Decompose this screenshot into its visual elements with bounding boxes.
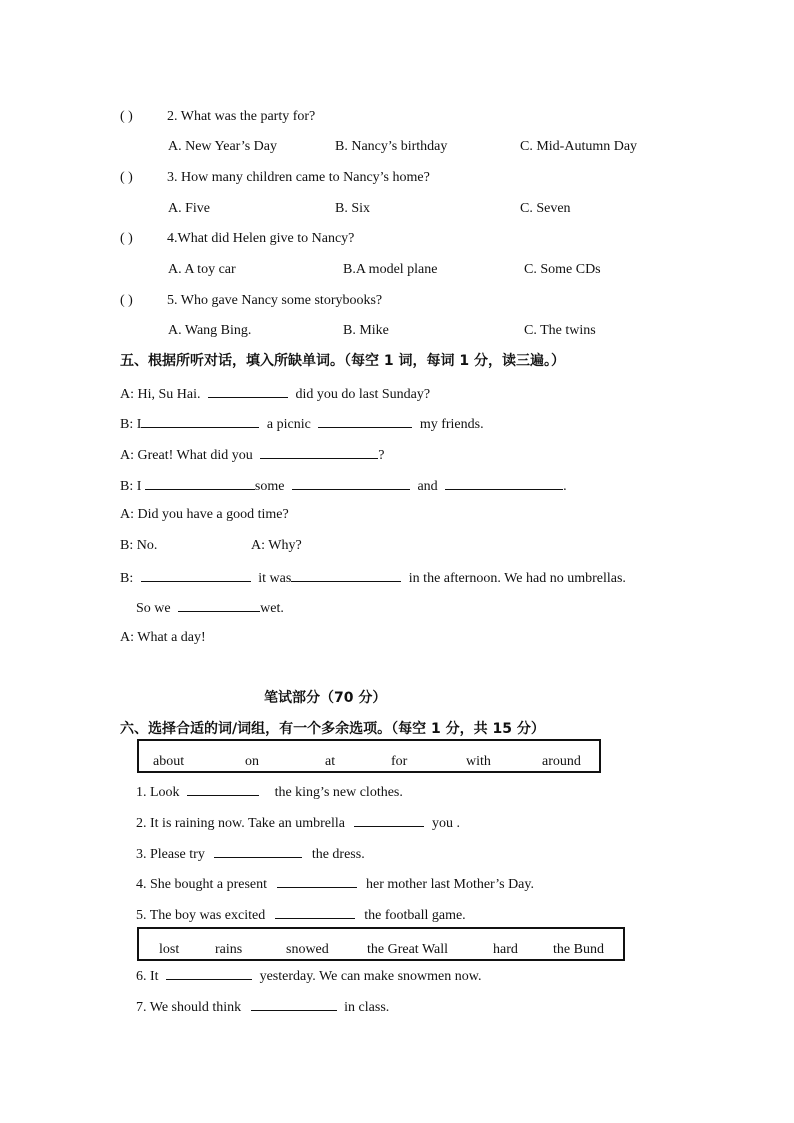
- answer-blank[interactable]: [145, 476, 255, 490]
- exercise-2: [136, 813, 460, 833]
- question-3-option-c: C. Seven: [520, 201, 571, 216]
- question-2-option-a: A. New Year’s Day: [168, 139, 278, 154]
- exercise-5: [136, 905, 466, 925]
- dialogue-text: So we: [136, 601, 171, 616]
- dialogue-line-2: [120, 414, 484, 434]
- answer-blank[interactable]: [354, 813, 424, 827]
- question-2-paren: ( ): [120, 109, 133, 124]
- dialogue-line-1: [120, 384, 430, 404]
- word-bank-option: about: [153, 754, 185, 769]
- question-4-option-a: A. A toy car: [168, 262, 236, 277]
- exercise-text: you .: [431, 816, 460, 831]
- word-bank-2: [137, 927, 625, 961]
- word-bank-option: at: [325, 754, 336, 769]
- answer-blank[interactable]: [166, 966, 252, 980]
- answer-blank[interactable]: [187, 782, 259, 796]
- dialogue-text: B:: [120, 571, 134, 586]
- question-5-option-c: C. The twins: [524, 323, 596, 338]
- question-3-paren: ( ): [120, 170, 133, 185]
- dialogue-line-3: [120, 445, 384, 465]
- dialogue-text: some: [254, 479, 285, 494]
- answer-blank[interactable]: [445, 476, 563, 490]
- question-3-text: 3. How many children came to Nancy’s home?: [167, 170, 430, 185]
- exercise-text: 6. It: [136, 969, 159, 984]
- question-5-option-b: B. Mike: [343, 323, 389, 338]
- exercise-text: yesterday. We can make snowmen now.: [259, 969, 482, 984]
- exercise-text: 5. The boy was excited: [136, 908, 266, 923]
- answer-blank[interactable]: [208, 384, 288, 398]
- answer-blank[interactable]: [251, 997, 337, 1011]
- dialogue-line-6b: A: Why?: [251, 538, 302, 553]
- exercise-text: in class.: [344, 1000, 390, 1015]
- word-bank-option: around: [542, 754, 581, 769]
- exercise-1: [136, 782, 403, 802]
- word-bank-option: the Great Wall: [367, 942, 449, 957]
- question-3-option-b: B. Six: [335, 201, 371, 216]
- answer-blank[interactable]: [292, 476, 410, 490]
- exercise-text: the king’s new clothes.: [274, 785, 403, 800]
- dialogue-line-9: A: What a day!: [120, 630, 206, 645]
- question-4-option-c: C. Some CDs: [524, 262, 601, 277]
- exercise-4: [136, 874, 534, 894]
- answer-blank[interactable]: [275, 905, 355, 919]
- dialogue-text: ?: [378, 448, 385, 463]
- question-5-paren: ( ): [120, 293, 133, 308]
- dialogue-text: it was: [258, 571, 292, 586]
- dialogue-text: .: [563, 479, 567, 494]
- exercise-text: the football game.: [364, 908, 466, 923]
- section-5-title: 五、根据所听对话，填入所缺单词。（每空 1 词，每词 1 分，读三遍。）: [120, 353, 565, 369]
- answer-blank[interactable]: [141, 568, 251, 582]
- dialogue-line-5: A: Did you have a good time?: [120, 507, 289, 522]
- exercise-text: 7. We should think: [136, 1000, 242, 1015]
- answer-blank[interactable]: [260, 445, 378, 459]
- exercise-3: [136, 844, 365, 864]
- written-part-title: 笔试部分（70 分）: [264, 690, 387, 706]
- question-4-option-b: B.A model plane: [343, 262, 438, 277]
- section-6-title: 六、选择合适的词/词组，有一个多余选项。（每空 1 分，共 15 分）: [120, 721, 545, 737]
- question-5-text: 5. Who gave Nancy some storybooks?: [167, 293, 383, 308]
- dialogue-text: my friends.: [419, 417, 484, 432]
- exercise-text: 1. Look: [136, 785, 180, 800]
- word-bank-option: the Bund: [553, 942, 604, 957]
- question-2-option-b: B. Nancy’s birthday: [335, 139, 448, 154]
- answer-blank[interactable]: [318, 414, 412, 428]
- answer-blank[interactable]: [214, 844, 302, 858]
- dialogue-text: a picnic: [266, 417, 311, 432]
- answer-blank[interactable]: [291, 568, 401, 582]
- question-2-text: 2. What was the party for?: [167, 109, 316, 124]
- word-bank-option: rains: [215, 942, 243, 957]
- answer-blank[interactable]: [141, 414, 259, 428]
- word-bank-option: snowed: [286, 942, 329, 957]
- dialogue-text: did you do last Sunday?: [295, 387, 431, 402]
- dialogue-line-7: [120, 568, 626, 588]
- dialogue-text: and: [417, 479, 438, 494]
- word-bank-option: hard: [493, 942, 518, 957]
- answer-blank[interactable]: [178, 598, 260, 612]
- dialogue-text: A: Great! What did you: [120, 448, 253, 463]
- answer-blank[interactable]: [277, 874, 357, 888]
- word-bank-option: with: [466, 754, 491, 769]
- question-4-paren: ( ): [120, 231, 133, 246]
- exercise-text: the dress.: [311, 847, 365, 862]
- word-bank-option: for: [391, 754, 408, 769]
- dialogue-text: in the afternoon. We had no umbrellas.: [408, 571, 626, 586]
- word-bank-option: on: [245, 754, 259, 769]
- dialogue-text: wet.: [260, 601, 284, 616]
- exercise-text: 3. Please try: [136, 847, 205, 862]
- word-bank-1: [137, 739, 601, 773]
- exercise-text: 2. It is raining now. Take an umbrella: [136, 816, 345, 831]
- dialogue-line-8: [136, 598, 284, 618]
- question-4-text: 4.What did Helen give to Nancy?: [167, 231, 355, 246]
- dialogue-text: B: I: [120, 479, 142, 494]
- exercise-text: her mother last Mother’s Day.: [366, 877, 534, 892]
- question-5-option-a: A. Wang Bing.: [168, 323, 252, 338]
- question-3-option-a: A. Five: [168, 201, 210, 216]
- dialogue-text: B: I: [120, 417, 142, 432]
- exercise-7: [136, 997, 389, 1017]
- dialogue-line-4: [120, 476, 567, 496]
- dialogue-line-6a: B: No.: [120, 538, 158, 553]
- word-bank-option: lost: [159, 942, 180, 957]
- dialogue-text: A: Hi, Su Hai.: [120, 387, 201, 402]
- question-2-option-c: C. Mid-Autumn Day: [520, 139, 638, 154]
- exercise-text: 4. She bought a present: [136, 877, 268, 892]
- exercise-6: [136, 966, 481, 986]
